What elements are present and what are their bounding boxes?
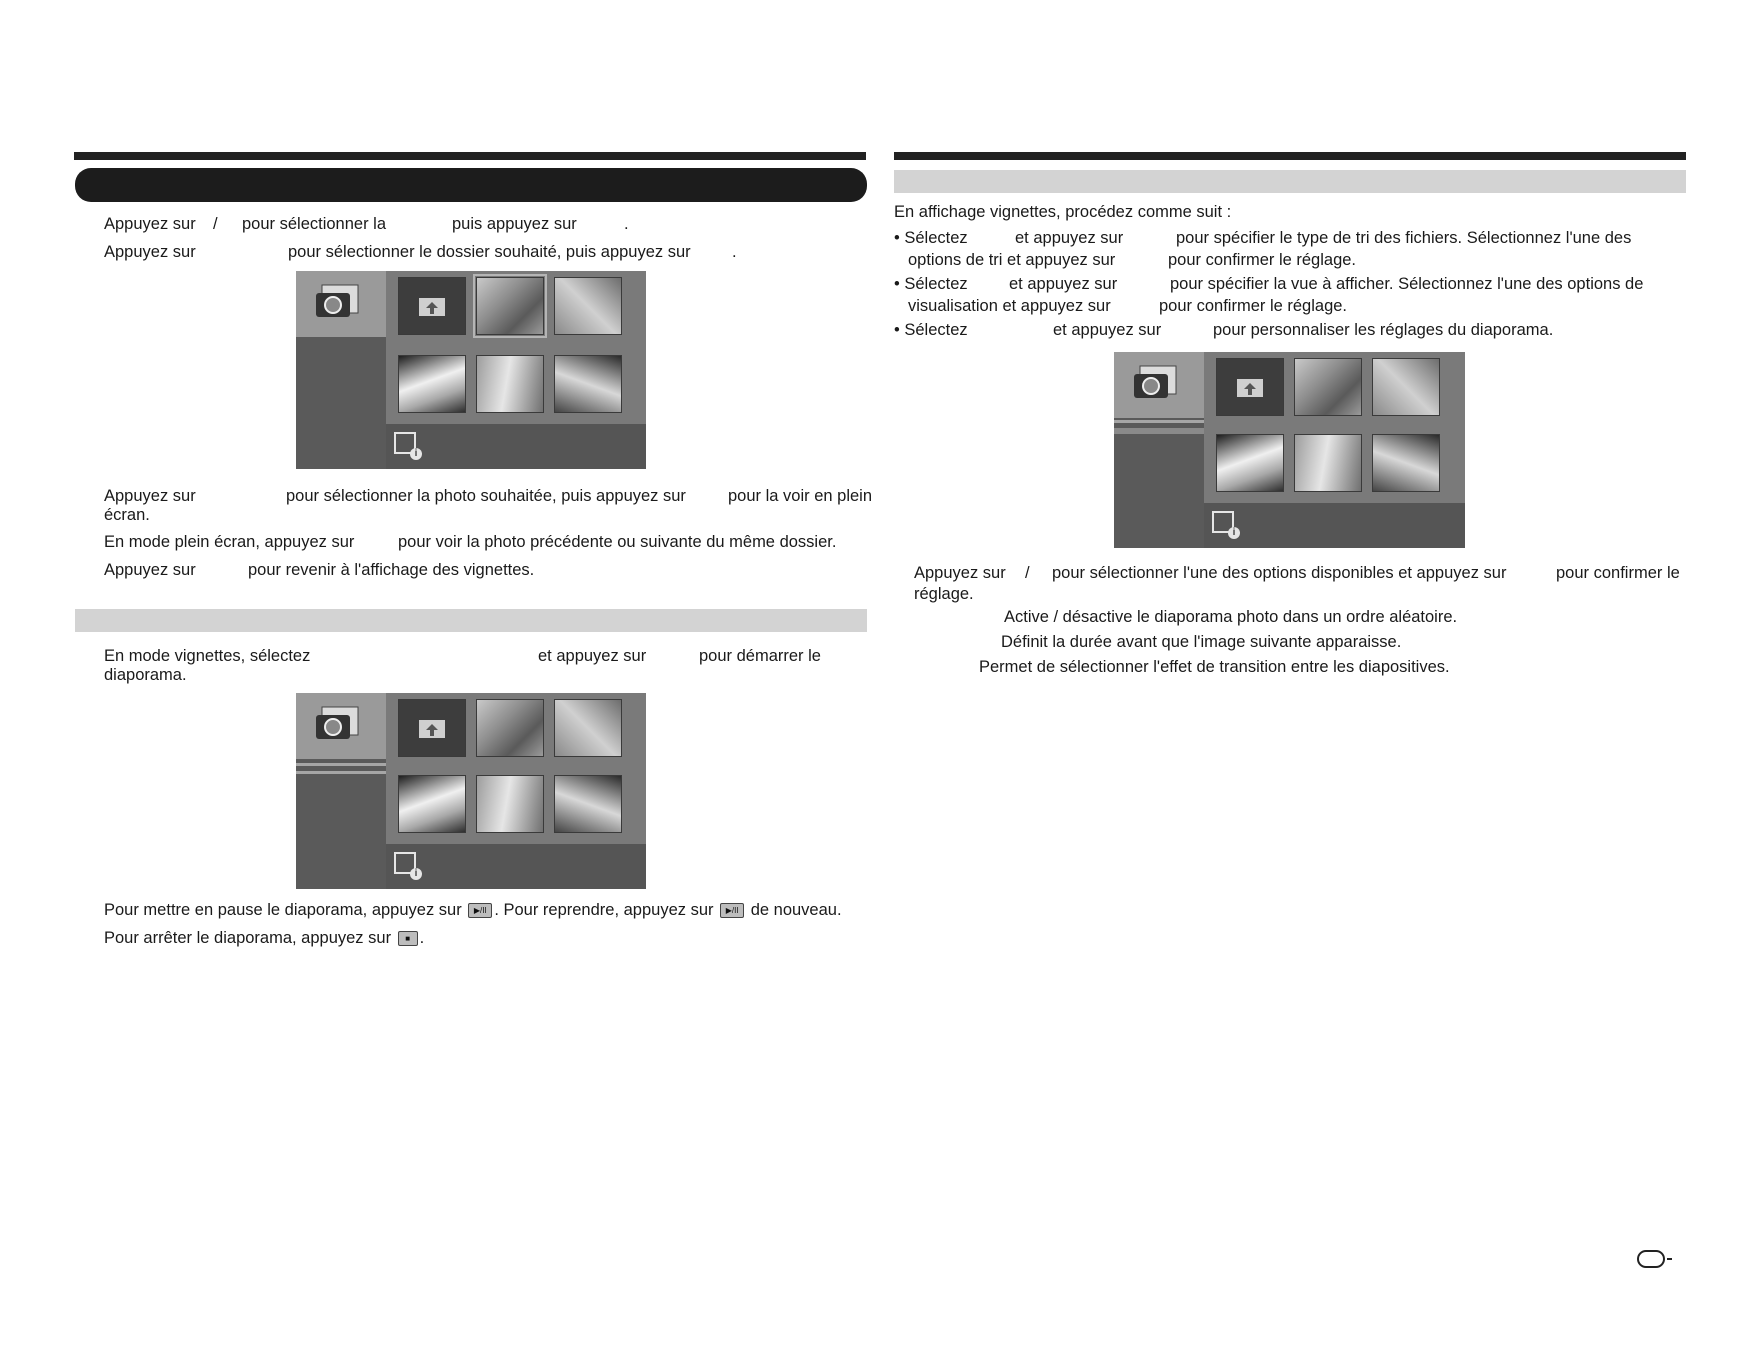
camera-icon [296,693,386,759]
sidebar-highlight [296,763,386,766]
photo-thumbnail[interactable] [476,775,544,833]
sidebar-highlight [1114,420,1204,423]
screen-sidebar [1114,352,1204,548]
photo-thumbnail[interactable] [1294,434,1362,492]
photo-thumbnail[interactable] [1372,434,1440,492]
info-icon [394,432,416,454]
photo-thumbnail[interactable] [476,699,544,757]
screen-sidebar [296,693,386,889]
camera-icon [296,271,386,337]
language-badge [1637,1250,1665,1268]
photo-thumbnail[interactable] [554,277,622,335]
screen-sidebar [296,271,386,469]
right-heading-band [894,170,1686,193]
photo-thumbnail[interactable] [554,355,622,413]
right-intro: En affichage vignettes, procédez comme suit : [894,203,1232,221]
play-pause-icon: ▶/II [720,903,744,918]
stop-icon: ■ [398,931,418,946]
photo-thumbnail[interactable] [554,775,622,833]
info-icon [394,852,416,874]
thumbnail-grid [386,693,646,844]
folder-up-icon[interactable] [398,277,466,335]
photo-thumbnail[interactable] [398,775,466,833]
thumbnail-grid [1204,352,1465,503]
option-3-desc: Permet de sélectionner l'effet de transition entre les diapositives. [979,658,1450,676]
play-pause-icon: ▶/II [468,903,492,918]
right-header-rule [894,152,1686,160]
folder-up-icon[interactable] [398,699,466,757]
sidebar-highlight [296,771,386,774]
screen-info-bar [386,424,646,469]
left-section-heading-bar [75,168,867,202]
screen-info-bar [386,844,646,889]
option-2-desc: Définit la durée avant que l'image suivante apparaisse. [1001,633,1402,651]
thumbnail-grid [386,271,646,424]
sidebar-highlight [1114,428,1204,434]
photo-thumbnail[interactable] [554,699,622,757]
photo-thumbnail[interactable] [398,355,466,413]
photo-browser-screen-3 [1114,352,1465,548]
slideshow-stop-line: Pour arrêter le diaporama, appuyez sur ■ . [104,929,425,947]
photo-thumbnail[interactable] [476,277,544,335]
screen-info-bar [1204,503,1465,548]
page-dash [1667,1258,1672,1260]
photo-thumbnail[interactable] [1294,358,1362,416]
folder-up-icon[interactable] [1216,358,1284,416]
left-header-rule [74,152,866,160]
photo-thumbnail[interactable] [476,355,544,413]
slideshow-pause-line: Pour mettre en pause le diaporama, appuyez sur ▶/II . Pour reprendre, appuyez sur ▶/II de nouveau. [104,901,842,919]
info-icon [1212,511,1234,533]
photo-browser-screen-1 [296,271,646,469]
photo-browser-screen-2 [296,693,646,889]
camera-icon [1114,352,1204,418]
photo-thumbnail[interactable] [1216,434,1284,492]
photo-thumbnail[interactable] [1372,358,1440,416]
slideshow-heading-band [75,609,867,632]
option-1-desc: Active / désactive le diaporama photo dans un ordre aléatoire. [1004,608,1458,626]
